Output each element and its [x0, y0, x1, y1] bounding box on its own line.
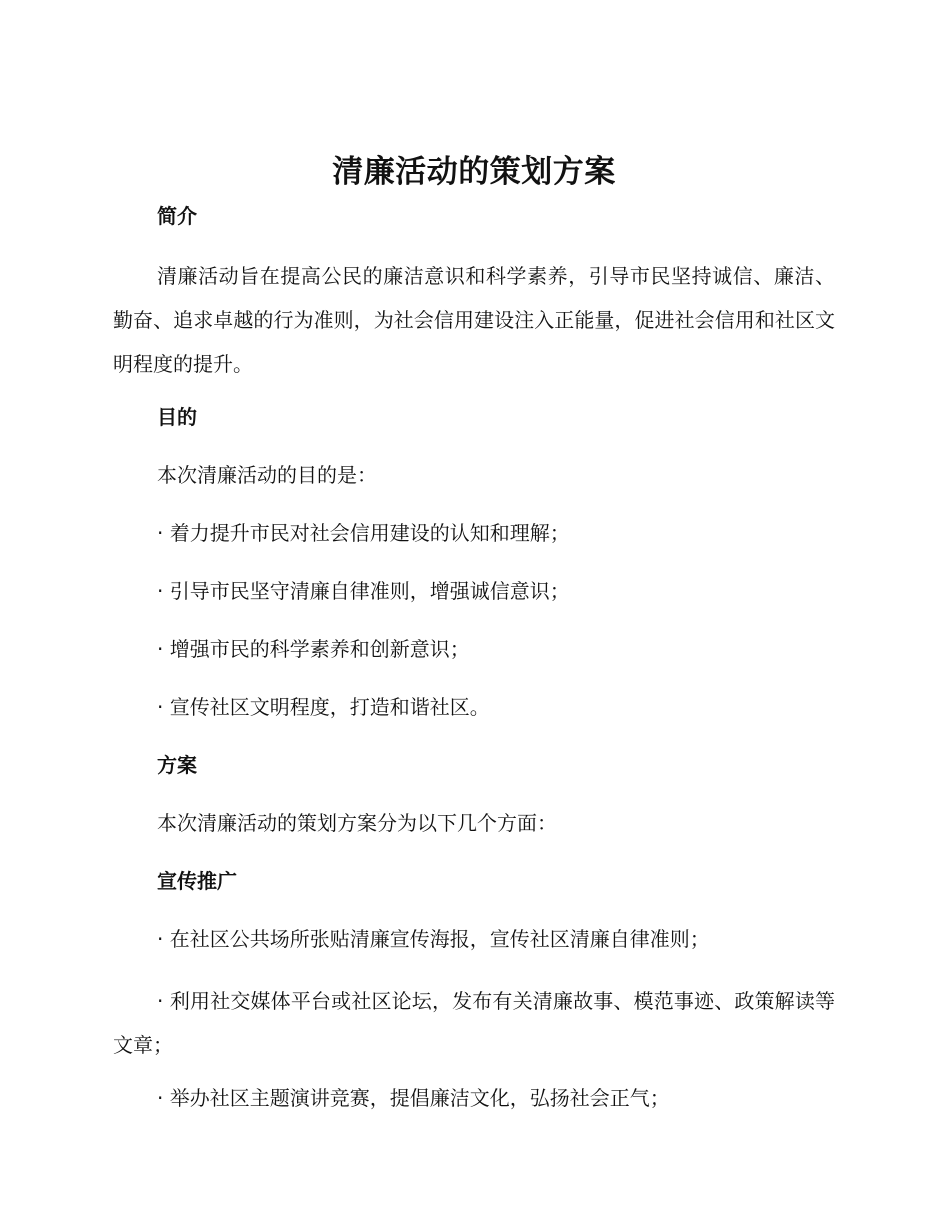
promotion-item: · 举办社区主题演讲竞赛，提倡廉洁文化，弘扬社会正气；	[157, 1086, 670, 1110]
purpose-item: · 宣传社区文明程度，打造和谐社区。	[157, 695, 490, 719]
document-page	[113, 150, 835, 1138]
section-heading-purpose: 目的	[157, 405, 197, 429]
document-title: 清廉活动的策划方案	[332, 154, 616, 190]
section-heading-promotion: 宣传推广	[157, 869, 237, 893]
intro-paragraph: 清廉活动旨在提高公民的廉洁意识和科学素养，引导市民坚持诚信、廉洁、勤奋、追求卓越的行为准则，为社会信用建设注入正能量，促进社会信用和社区文明程度的提升。	[113, 264, 835, 376]
purpose-intro: 本次清廉活动的目的是：	[157, 463, 377, 487]
purpose-item: · 着力提升市民对社会信用建设的认知和理解；	[157, 521, 570, 545]
plan-intro: 本次清廉活动的策划方案分为以下几个方面：	[157, 811, 557, 835]
section-heading-plan: 方案	[157, 753, 197, 777]
purpose-item: · 引导市民坚守清廉自律准则，增强诚信意识；	[157, 579, 570, 603]
purpose-item: · 增强市民的科学素养和创新意识；	[157, 637, 470, 661]
promotion-item: · 在社区公共场所张贴清廉宣传海报，宣传社区清廉自律准则；	[157, 927, 710, 951]
section-heading-intro: 简介	[157, 204, 197, 228]
promotion-item: · 利用社交媒体平台或社区论坛，发布有关清廉故事、模范事迹、政策解读等文章；	[113, 989, 835, 1057]
